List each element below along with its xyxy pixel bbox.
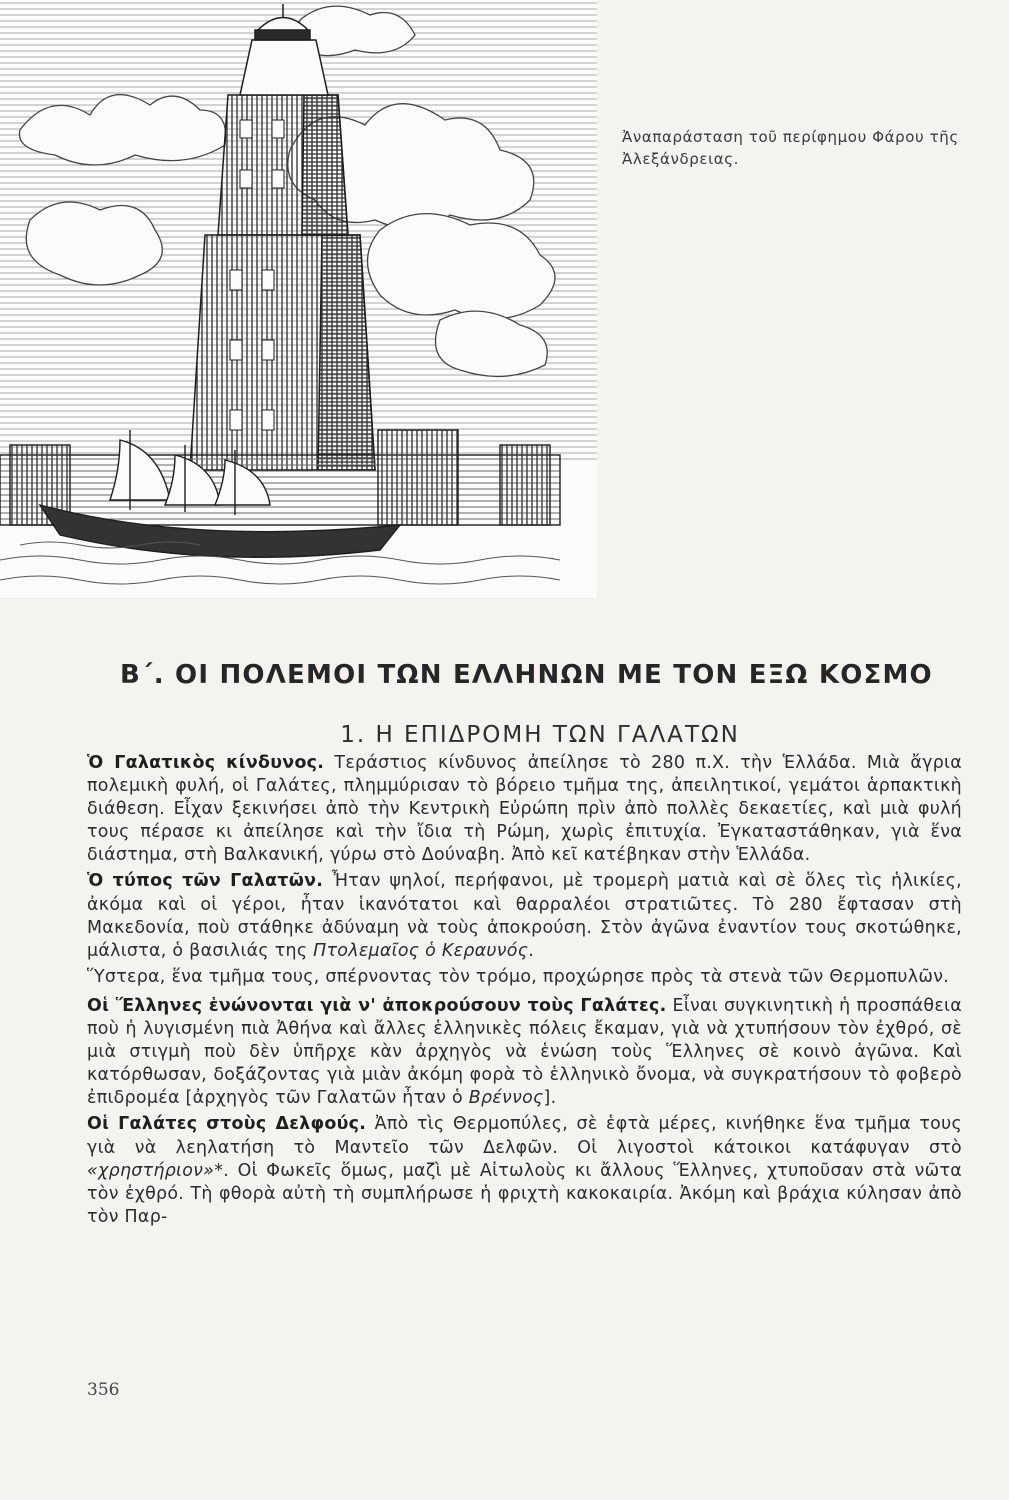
paragraph-text: *. Οἱ Φωκεῖς ὅμως, μαζὶ μὲ Αἰτωλοὺς κι ἄλλους Ἕλληνες, χτυποῦσαν στὰ νῶτα τὸν ἐχθρό. Τὴ φθορὰ αὐτὴ τὴ συμπλήρωσε ἡ φριχτὴ κακοκαιρία. Ἀκόμη καὶ βράχια κύλησαν ἀπὸ τὸν Παρ- bbox=[87, 1160, 962, 1227]
lighthouse-illustration bbox=[0, 0, 597, 598]
paragraph bbox=[87, 870, 962, 962]
paragraph-lead: Ὁ Γαλατικὸς κίνδυνος. bbox=[87, 753, 325, 773]
term-chrestirion: «χρηστήριον» bbox=[87, 1160, 215, 1181]
paragraph-text: Τεράστιος κίνδυνος ἀπείλησε τὸ 280 π.Χ. τὴν Ἑλλάδα. Μιὰ ἄγρια πολεμικὴ φυλή, οἱ Γαλάτες, πλημμύρισαν τὸ βόρειο τμῆμα της, ἀπειλητικοί, γεμάτοι ἁρπακτικὴ διάθεση. Εἶχαν ξεκινήσει ἀπὸ τὴν Κεντρικὴ Εὐρώπη πρὶν ἀπὸ πολλὲς δεκαετίες, καὶ μιὰ φυλή τους πέρασε κι ἀπείλησε καὶ τὴν ἴδια τὴ Ρώμη, χωρὶς ἐπιτυχία. Ἐγκαταστάθηκαν, γιὰ ἕνα διάστημα, στὴ Βαλκανική, γύρω στὸ Δούναβη. Ἀπὸ κεῖ κατέβηκαν στὴν Ἑλλάδα. bbox=[87, 753, 962, 866]
leader-name: Βρέννος bbox=[468, 1088, 544, 1109]
illustration-caption: Ἀναπαράσταση τοῦ περίφημου Φάρου τῆς Ἀλεξάνδρειας. bbox=[622, 128, 959, 168]
paragraph-lead: Οἱ Ἕλληνες ἑνώνονται γιὰ ν' ἀποκρούσουν τοὺς Γαλάτες. bbox=[87, 995, 667, 1016]
paragraph-text: Εἶναι συγκινητικὴ ἡ προσπάθεια ποὺ ἡ λυγισμένη πιὰ Ἀθήνα καὶ ἄλλες ἑλληνικὲς πόλεις ἔκαμαν, γιὰ νὰ χτυπήσουν τὸν ἐχθρό, σὲ μιὰ στιγμὴ ποὺ δὲν ὑπῆρχε κὰν ἀρχηγὸς νὰ ἑνώση τοὺς Ἕλληνες σὲ κοινὸ ἀγῶνα. Καὶ κατόρθωσαν, δοξάζοντας γιὰ μιὰν ἀκόμη φορὰ τὸ ἑλληνικὸ ὄνομα, νὰ συγκρατήσουν τὸ φοβερὸ ἐπιδρομέα [ἀρχηγὸς τῶν Γαλατῶν ἦταν ὁ bbox=[87, 995, 962, 1109]
king-name: Πτολεμαῖος ὁ Κεραυνός bbox=[313, 940, 529, 961]
body-text bbox=[87, 752, 962, 1232]
paragraph bbox=[87, 752, 962, 867]
paragraph-text: Ἦταν ψηλοί, περήφανοι, μὲ τρομερὴ ματιὰ καὶ σὲ ὅλες τὶς ἡλικίες, ἀκόμα καὶ οἱ γέροι, ἦταν ἱκανότατοι καὶ θαρραλέοι στρατιῶτες. Τὸ 280 ἔφτασαν στὴ Μακεδονία, ποὺ στάθηκε ἀδύναμη νὰ τοὺς ἀποκρούση. Στὸν ἀγῶνα ἐναντίον τους σκοτώθηκε, μάλιστα, ὁ βασιλιάς της bbox=[87, 871, 963, 961]
page-number: 356 bbox=[87, 1380, 120, 1400]
section-title: 1. Η ΕΠΙΔΡΟΜΗ ΤΩΝ ΓΑΛΑΤΩΝ bbox=[340, 722, 740, 748]
paragraph bbox=[87, 995, 962, 1110]
paragraph bbox=[87, 966, 962, 989]
paragraph-text: ]. bbox=[543, 1088, 557, 1109]
paragraph-text: Ὕστερα, ἕνα τμῆμα τους, σπέρνοντας τὸν τρόμο, προχώρησε πρὸς τὰ στενὰ τῶν Θερμοπυλῶν. bbox=[87, 966, 950, 987]
lighthouse-engraving-icon bbox=[0, 0, 597, 598]
paragraph-lead: Οἱ Γαλάτες στοὺς Δελφούς. bbox=[87, 1114, 367, 1135]
paragraph-text: . bbox=[528, 940, 535, 961]
chapter-title: Β΄. ΟΙ ΠΟΛΕΜΟΙ ΤΩΝ ΕΛΛΗΝΩΝ ΜΕ ΤΟΝ ΕΞΩ ΚΟΣΜΟ bbox=[120, 660, 933, 690]
paragraph-text: Ἀπὸ τὶς Θερμοπύλες, σὲ ἑφτὰ μέρες, κινήθηκε ἕνα τμῆμα τους γιὰ νὰ λεηλατήση τὸ Μαντεῖο τῶν Δελφῶν. Οἱ λιγοστοὶ κάτοικοι κατάφυγαν στὸ bbox=[87, 1114, 962, 1158]
paragraph bbox=[87, 1113, 962, 1228]
paragraph-lead: Ὁ τύπος τῶν Γαλατῶν. bbox=[87, 871, 324, 892]
